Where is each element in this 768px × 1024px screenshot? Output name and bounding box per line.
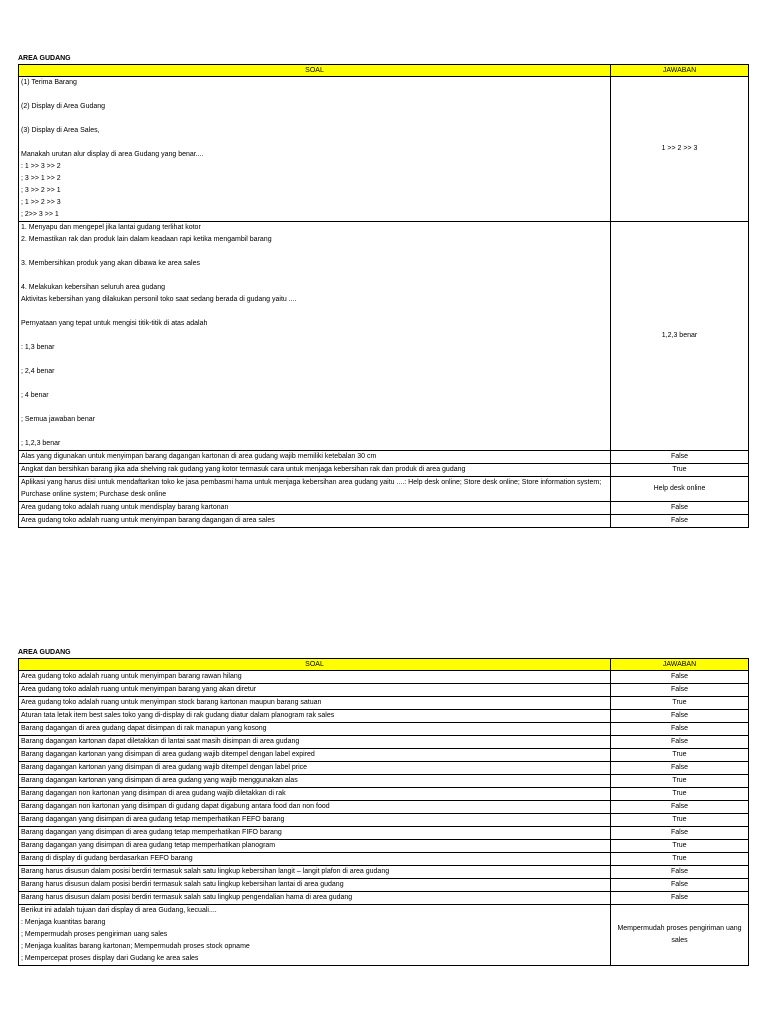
table-row	[19, 684, 749, 697]
soal-cell: Barang harus disusun dalam posisi berdiri termasuk salah satu lingkup kebersihan lantai di area gudang	[19, 879, 611, 892]
soal-cell: Barang harus disusun dalam posisi berdiri termasuk salah satu lingkup pengendalian hama di area gudang	[19, 892, 611, 905]
soal-cell: Barang dagangan non kartonan yang disimpan di area gudang wajib diletakkan di rak	[19, 788, 611, 801]
table-header-row	[19, 65, 749, 77]
table-row	[19, 879, 749, 892]
table-row	[19, 697, 749, 710]
table-row	[19, 502, 749, 515]
soal-cell: Area gudang toko adalah ruang untuk mendisplay barang kartonan	[19, 502, 611, 515]
jawaban-cell: True	[611, 464, 749, 477]
jawaban-cell: True	[611, 775, 749, 788]
soal-cell: Angkat dan bersihkan barang jika ada shelving rak gudang yang kotor termasuk cara untuk menjaga kebersihan rak dan produk di area gudang	[19, 464, 611, 477]
table-row	[19, 749, 749, 762]
jawaban-cell: False	[611, 801, 749, 814]
section-area-gudang-2	[18, 648, 748, 966]
table-row	[19, 477, 749, 502]
jawaban-cell: True	[611, 788, 749, 801]
section-area-gudang-1	[18, 54, 748, 528]
header-jawaban: JAWABAN	[611, 65, 749, 77]
soal-cell: Barang dagangan kartonan yang disimpan di area gudang wajib ditempel dengan label expired	[19, 749, 611, 762]
soal-cell: Barang dagangan yang disimpan di area gudang tetap memperhatikan FEFO barang	[19, 814, 611, 827]
table-row	[19, 723, 749, 736]
soal-cell: Barang dagangan di area gudang dapat disimpan di rak manapun yang kosong	[19, 723, 611, 736]
soal-cell: Area gudang toko adalah ruang untuk menyimpan barang rawan hilang	[19, 671, 611, 684]
soal-cell: Aturan tata letak item best sales toko yang di-display di rak gudang diatur dalam planogram rak sales	[19, 710, 611, 723]
soal-cell: Alas yang digunakan untuk menyimpan barang dagangan kartonan di area gudang wajib memiliki ketebalan 30 cm	[19, 451, 611, 464]
table-row	[19, 866, 749, 879]
jawaban-cell: False	[611, 827, 749, 840]
soal-cell: Barang dagangan kartonan yang disimpan di area gudang wajib ditempel dengan label price	[19, 762, 611, 775]
jawaban-cell: True	[611, 814, 749, 827]
jawaban-cell: False	[611, 684, 749, 697]
soal-cell: Barang dagangan kartonan yang disimpan di area gudang yang wajib menggunakan alas	[19, 775, 611, 788]
jawaban-cell: Mempermudah proses pengiriman uang sales	[611, 905, 749, 966]
jawaban-cell: True	[611, 749, 749, 762]
jawaban-cell: False	[611, 710, 749, 723]
jawaban-cell: False	[611, 866, 749, 879]
jawaban-cell: Help desk online	[611, 477, 749, 502]
jawaban-cell: 1 >> 2 >> 3	[611, 77, 749, 222]
table-header-row	[19, 659, 749, 671]
table-row	[19, 710, 749, 723]
table-row	[19, 222, 749, 451]
soal-cell: Area gudang toko adalah ruang untuk menyimpan barang yang akan diretur	[19, 684, 611, 697]
section-title: AREA GUDANG	[18, 649, 71, 656]
header-soal: SOAL	[19, 65, 611, 77]
jawaban-cell: True	[611, 697, 749, 710]
qa-table	[18, 658, 749, 966]
jawaban-cell: False	[611, 502, 749, 515]
table-row	[19, 892, 749, 905]
qa-table	[18, 64, 749, 528]
soal-cell: Barang dagangan yang disimpan di area gudang tetap memperhatikan planogram	[19, 840, 611, 853]
table-row	[19, 775, 749, 788]
header-soal: SOAL	[19, 659, 611, 671]
jawaban-cell: 1,2,3 benar	[611, 222, 749, 451]
table-row	[19, 515, 749, 528]
soal-cell: (1) Terima Barang (2) Display di Area Gudang (3) Display di Area Sales, Manakah urutan alur display di area Gudang yang benar.... : 1 >> 3 >> 2 ; 3 >> 1 >> 2 ; 3 >> 2 >> 1 ; 1 >> 2 >> 3 ; 2>> 3 >> 1	[19, 77, 611, 222]
jawaban-cell: True	[611, 853, 749, 866]
table-row	[19, 827, 749, 840]
table-row	[19, 736, 749, 749]
jawaban-cell: True	[611, 840, 749, 853]
soal-cell: Barang dagangan non kartonan yang disimpan di gudang dapat digabung antara food dan non food	[19, 801, 611, 814]
table-row	[19, 801, 749, 814]
soal-cell: Barang harus disusun dalam posisi berdiri termasuk salah satu lingkup kebersihan langit – langit plafon di area gudang	[19, 866, 611, 879]
table-row	[19, 77, 749, 222]
table-row	[19, 853, 749, 866]
table-row	[19, 464, 749, 477]
table-row	[19, 905, 749, 966]
table-row	[19, 788, 749, 801]
table-row	[19, 671, 749, 684]
jawaban-cell: False	[611, 736, 749, 749]
soal-cell: Area gudang toko adalah ruang untuk menyimpan stock barang kartonan maupun barang satuan	[19, 697, 611, 710]
soal-cell: 1. Menyapu dan mengepel jika lantai gudang terlihat kotor 2. Memastikan rak dan produk lain dalam keadaan rapi ketika mengambil barang 3. Membersihkan produk yang akan dibawa ke area sales 4. Melakukan kebersihan seluruh area gudang Aktivitas kebersihan yang dilakukan personil toko saat sedang berada di gudang yaitu .... Pernyataan yang tepat untuk mengisi titik-titik di atas adalah : 1,3 benar ; 2,4 benar ; 4 benar ; Semua jawaban benar ; 1,2,3 benar	[19, 222, 611, 451]
table-row	[19, 840, 749, 853]
soal-cell: Area gudang toko adalah ruang untuk menyimpan barang dagangan di area sales	[19, 515, 611, 528]
jawaban-cell: False	[611, 762, 749, 775]
jawaban-cell: False	[611, 892, 749, 905]
soal-cell: Barang di display di gudang berdasarkan FEFO barang	[19, 853, 611, 866]
header-jawaban: JAWABAN	[611, 659, 749, 671]
soal-cell: Barang dagangan yang disimpan di area gudang tetap memperhatikan FIFO barang	[19, 827, 611, 840]
jawaban-cell: False	[611, 671, 749, 684]
table-row	[19, 762, 749, 775]
table-row	[19, 814, 749, 827]
soal-cell: Barang dagangan kartonan dapat diletakkan di lantai saat masih disimpan di area gudang	[19, 736, 611, 749]
table-row	[19, 451, 749, 464]
jawaban-cell: False	[611, 879, 749, 892]
soal-cell: Berikut ini adalah tujuan dari display di area Gudang, kecuali.... : Menjaga kuantitas barang ; Mempermudah proses pengiriman uang sales ; Menjaga kualitas barang kartonan; Mempermudah proses stock opname ; Mempercepat proses display dari Gudang ke area sales	[19, 905, 611, 966]
soal-cell: Aplikasi yang harus diisi untuk mendaftarkan toko ke jasa pembasmi hama untuk menjaga kebersihan area gudang yaitu ....: Help desk online; Store desk online; Store information system; Purchase online system; Purchase desk online	[19, 477, 611, 502]
jawaban-cell: False	[611, 723, 749, 736]
section-title: AREA GUDANG	[18, 55, 71, 62]
jawaban-cell: False	[611, 515, 749, 528]
jawaban-cell: False	[611, 451, 749, 464]
